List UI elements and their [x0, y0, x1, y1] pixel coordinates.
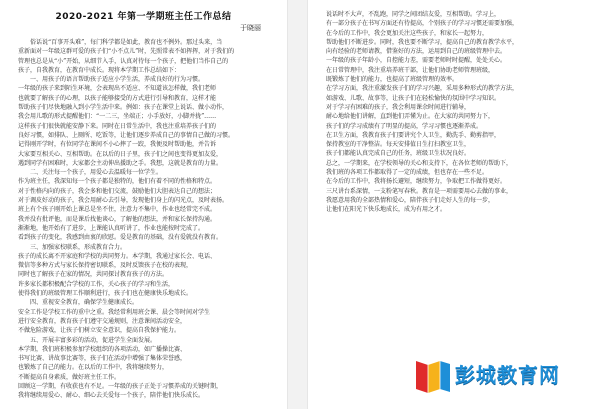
site-logo [410, 353, 580, 397]
left-page-line: 良好习惯，如排队、上厕所、吃饭等，让他们逐步养成自己的事情自己做的习惯。 [18, 131, 235, 139]
left-page-line: 渐渐地，他开始有了进步，上课能认真听讲了，作业也能按时完成了。 [18, 224, 205, 232]
left-page-line: 本学期，我们班积极参加学校组织的各项活动，如广播操比赛、 [18, 345, 187, 353]
left-page-line: 记得刚开学时，有位同学在课间不小心摔了一跤，我便及时帮助他，并告诉 [18, 141, 217, 149]
left-page-line: 孩子的成长离不开家庭和学校的共同努力。本学期，我通过家长会、电话、 [18, 252, 217, 260]
left-page-line: 同时也了解孩子在家的情况，共同探讨教育孩子的方法。 [18, 271, 169, 279]
right-page-line: 在学习方面，我注重激发孩子们的学习兴趣，采用多种形式的教学方法， [326, 85, 519, 93]
left-page-line: 管理也总是从“小”开始，从细节入手，认真对待每一个孩子，把他们当作自己的 [18, 57, 229, 65]
left-page-line: 重新面对一年级这群可爱的孩子们“小不点儿”时，先照常表不如挥挥，对于我们的 [18, 48, 235, 56]
right-page-line: 我愿意用我的全部热情和爱心，陪伴孩子们走好人生的每一步， [326, 196, 495, 204]
left-page-line: 帮助孩子们尽快地融入到小学生活中来。例如：孩子在课堂上说话、做小动作， [18, 104, 229, 112]
left-page-line: 三、加强家校联系，形成教育合力。 [30, 243, 127, 251]
right-page-line: 在卫生方面，我教育孩子们要讲究个人卫生，勤洗手、勤剪指甲， [326, 131, 501, 139]
left-page-line: 我并没有批评他，而是课后找他谈心，了解他的想法，并和家长保持沟通。 [18, 215, 217, 223]
document-title: 2020-2021 年第一学期班主任工作总结 [55, 12, 232, 22]
left-page-line: 作为班主任，我深知每一个孩子都是独特的，他们有着不同的性格和特点。 [18, 178, 217, 186]
left-page-line: 俗话说“百事开头难”，每门科学都是如此，教育也不例外。那过头来，当 [30, 39, 223, 46]
document-author: 于晓丽 [240, 24, 261, 32]
document-page-left [0, 0, 288, 409]
left-page-line: 五、开展丰富多彩的活动，促进学生全面发展。 [30, 336, 157, 344]
left-page-line: 进行安全教育，教育孩子们遵守交通规则，注意课间活动安全， [18, 317, 187, 325]
left-page-line: 对于调皮好动的孩子，我会用耐心去引导，发现他们身上的闪光点，及时表扬。 [18, 197, 229, 205]
right-page-line: 既锻炼了他们的能力，也提高了班级管理的效率。 [326, 76, 459, 84]
right-page-line: 有一部分孩子在书写方面还有待提高，个别孩子的学习习惯还需要加强， [326, 20, 519, 28]
left-page-line: 四、重视安全教育，确保学生健康成长。 [30, 299, 139, 307]
left-page-line: 许多家长都积极配合学校的工作，关心孩子的学习和生活， [18, 280, 175, 288]
right-page-line: 在今后的工作中，我会更加关注这些孩子，和家长一起努力， [326, 29, 489, 37]
site-logo-text: 彭城教育网 [455, 363, 560, 387]
left-page-line: 不做危险游戏，让孩子们树立安全意识，提高自我保护能力。 [18, 327, 181, 335]
left-page-line: 一、用孩子的语言帮助孩子适应小学生活，养成良好的行为习惯。 [30, 76, 205, 84]
left-page-line: 书写比赛、讲故事比赛等，孩子们在活动中增强了集体荣誉感， [18, 355, 187, 363]
document-page-right [307, 0, 600, 409]
left-page-line: 孩子，自我教育，在教育中成长。现将本学期工作总结如下： [18, 66, 181, 74]
left-page-body [18, 38, 269, 401]
left-page-line: 使得我们的班级管理工作顺利进行，孩子们也在健康快乐地成长。 [18, 290, 193, 298]
left-page-line: 班上有个孩子刚开始上课总是坐不住，注意力不集中，作业也经常完不成。 [18, 206, 217, 214]
left-page-line: 我将继续用爱心、耐心、细心去关爱每一个孩子，陪伴他们快乐成长。 [18, 392, 205, 400]
right-page-line: 孩子们都能认真完成自己的任务，班级卫生状况良好。 [326, 150, 471, 158]
left-page-line: 这样孩子们很快就能安静下来。同时在日常生活中，我也注重培养孩子们的 [18, 122, 217, 130]
logo-mark-icon [410, 353, 454, 397]
left-page-line: 二、关注每一个孩子，用爱心去温暖每一位学生。 [30, 169, 163, 177]
left-page-line: 安全工作是学校工作的重中之重。我经常利用班会课、晨会等时间对学生 [18, 308, 211, 316]
left-page-line: 也锻炼了自己的能力。在以后的工作中，我将继续努力， [18, 364, 169, 372]
left-page-line: 遇到同学有困难时，大家都会主动伸出援助之手。我想，这就是教育的力量。 [18, 159, 223, 167]
left-page-line: 对于性格内向的孩子，我会多和他们交流，鼓励他们大胆表达自己的想法； [18, 187, 217, 195]
right-page-line: 孩子们的学习成绩有了明显的提高，学习习惯也逐渐养成。 [326, 122, 483, 130]
right-page-line: 向有经验的老师请教，借鉴好的方法，运用到自己的班级管理中去。 [326, 48, 507, 56]
left-page-line: 一年级的孩子来到陌生环境，会表现出不适应、不知道该怎样做，我们老师 [18, 85, 217, 93]
right-page-body [326, 10, 580, 215]
left-page-line: 回顾这一学期，有收获也有不足。一年级的孩子正处于习惯养成的关键时期， [18, 382, 223, 390]
right-page-line: 三尺讲台系深情，一支粉笔写春秋。教育是一项需要用心去做的事业， [326, 187, 513, 195]
left-page-line: 也就要了解孩子的心理，以孩子能够接受的方式进行引导和教育，这样才能 [18, 94, 217, 102]
left-page-line: 看到孩子的变化，我感到由衷的欣慰。爱是教育的基础，没有爱就没有教育。 [18, 234, 223, 242]
right-page-line: 在今后的工作中，我将扬长避短，继续努力，争取把工作做得更好。 [326, 178, 507, 186]
right-page-line: 如游戏、儿歌、故事等，让孩子们在轻松愉快的氛围中学习知识。 [326, 94, 501, 102]
right-page-line: 保持教室的干净整洁。每天安排值日生打扫教室卫生， [326, 141, 471, 149]
left-page-line: 微信等多种方式与家长保持密切联系，及时反馈孩子在校的表现， [18, 262, 193, 270]
left-page-line: 不断提高自身素质，做好班主任工作。 [18, 373, 121, 381]
right-page-line: 我们班的各项工作都取得了一定的成绩，但也存在一些不足。 [326, 169, 489, 177]
left-page-line: 我会用儿歌的形式提醒他们：“一二三，坐端正；小手放好，小脚并拢”…… [18, 113, 217, 121]
right-page-line: 让他们在阳光下快乐地成长，成为有用之才。 [326, 206, 447, 214]
left-page-line: 大家要互相关心、互相帮助。在以后的日子里，孩子们之间也变得更加友爱， [18, 150, 223, 158]
right-page-line: 在日常管理中，我注重培养班干部，让他们协助老师管理班级， [326, 66, 495, 74]
right-page-line: 总之，一学期来，在学校领导的关心和支持下，在各位老师的帮助下， [326, 159, 513, 167]
right-page-line: 对于学习有困难的孩子，我会利用课余时间进行辅导， [326, 103, 471, 111]
right-page-line: 耐心地给他们讲解，直到他们弄懂为止。在大家的共同努力下， [326, 113, 495, 121]
right-page-line: 帮助他们不断进步。同时，我也要不断学习，提高自己的教育教学水平， [326, 38, 519, 46]
right-page-line: 一年级的孩子年龄小，自控能力差，需要老师时时提醒，处处关心。 [326, 57, 507, 65]
right-page-line: 说话时不大声，不乱跑，同学之间团结友爱，互相帮助。学习上， [326, 11, 501, 18]
